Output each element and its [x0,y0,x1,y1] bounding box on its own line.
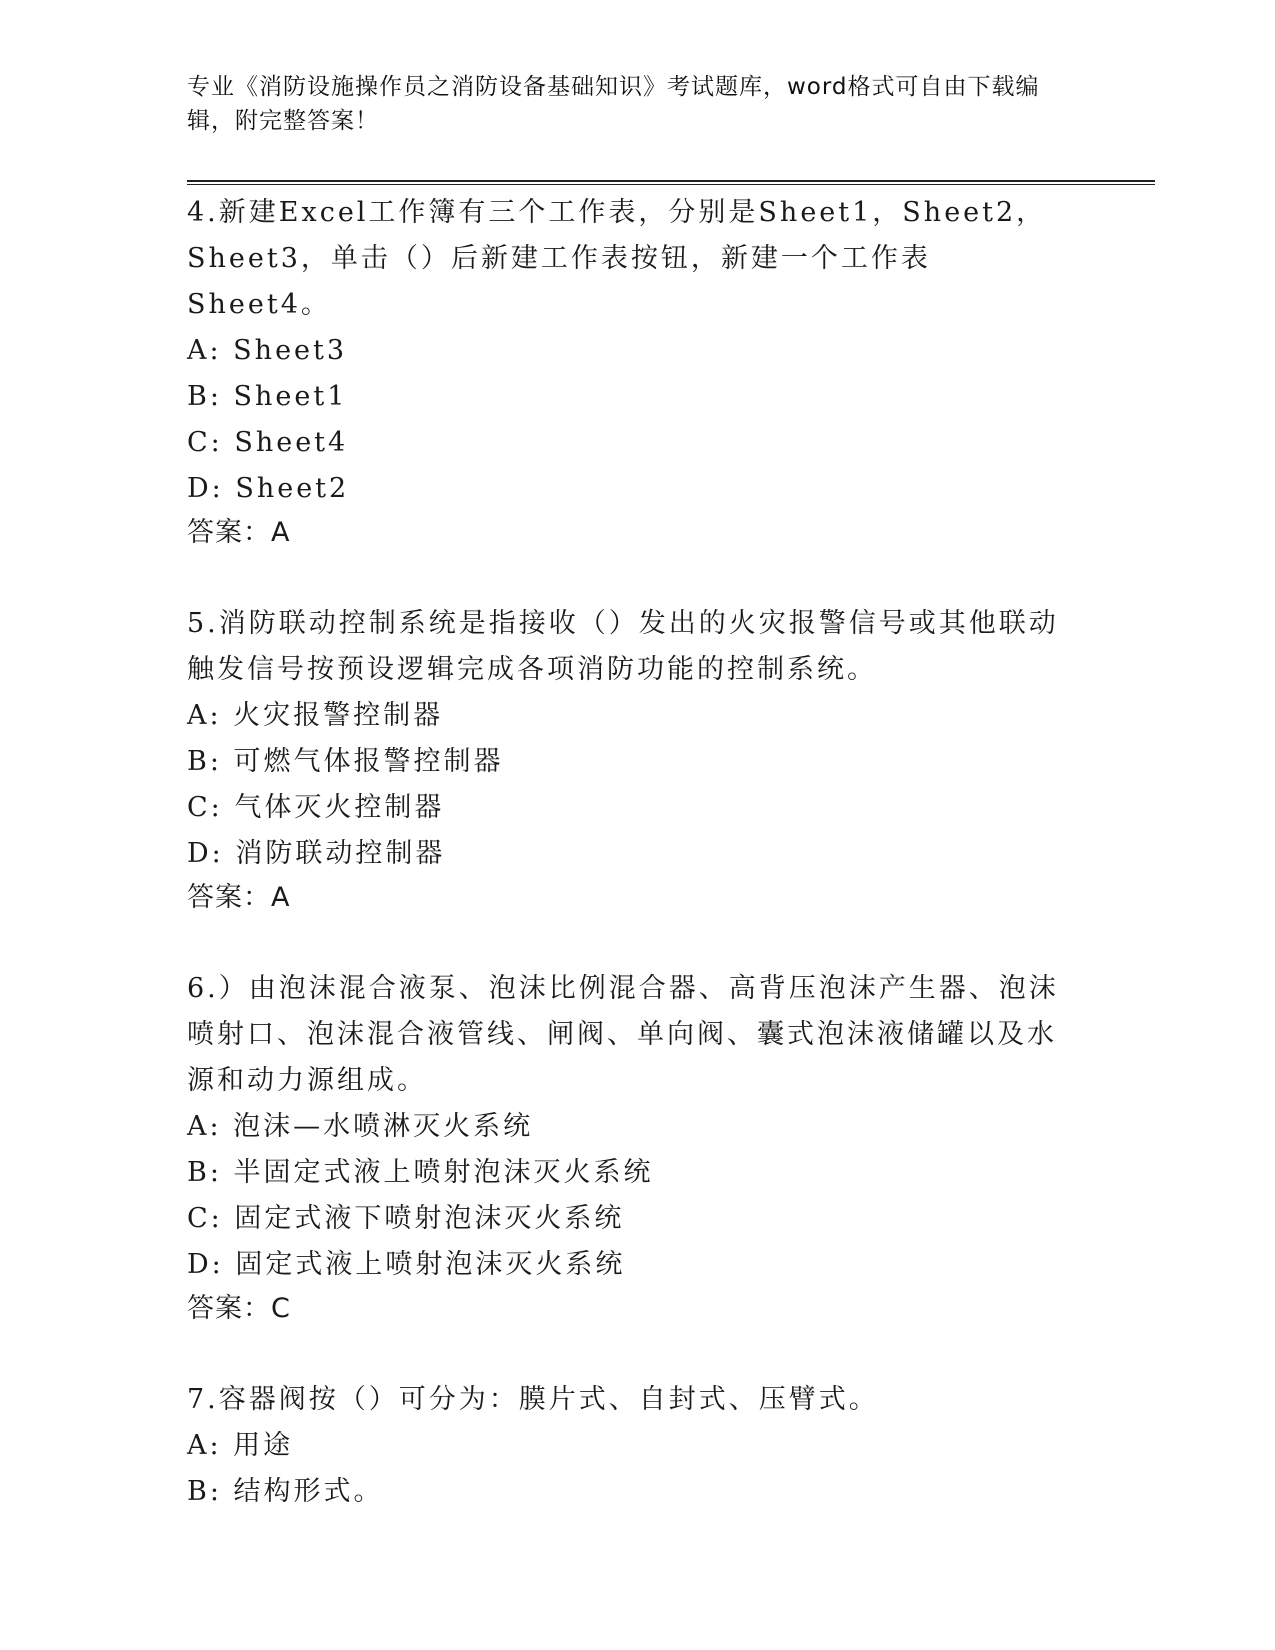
answer-line: 答案：C [187,1293,291,1324]
option-b: B: 结构形式。 [187,1476,384,1507]
answer-line: 答案：A [187,517,291,548]
option-b: B: 半固定式液上喷射泡沫灭火系统 [187,1157,654,1188]
option-a: A: Sheet3 [187,335,348,366]
option-c: C: Sheet4 [187,427,349,458]
option-b: B: Sheet1 [187,381,348,412]
question-stem: 7.容器阀按（）可分为：膜片式、自封式、压臂式。 [187,1384,879,1415]
question-7 [187,1377,1087,1515]
option-a: A: 火灾报警控制器 [187,700,444,731]
question-5 [187,601,1087,919]
option-d: D: Sheet2 [187,473,350,504]
question-stem: 6.）由泡沫混合液泵、泡沫比例混合器、高背压泡沫产生器、泡沫喷射口、泡沫混合液管线、闸阀、单向阀、囊式泡沫液储罐以及水源和动力源组成。 [187,973,1059,1096]
option-a: A: 用途 [187,1430,294,1461]
option-c: C: 固定式液下喷射泡沫灭火系统 [187,1203,625,1234]
header-note: 专业《消防设施操作员之消防设备基础知识》考试题库，word格式可自由下载编辑，附完整答案！ [187,74,1040,134]
option-d: D: 消防联动控制器 [187,838,446,869]
question-list [187,190,1087,1515]
question-4 [187,190,1087,554]
option-b: B: 可燃气体报警控制器 [187,746,504,777]
option-a: A: 泡沫—水喷淋灭火系统 [187,1111,534,1142]
question-stem: 4.新建Excel工作簿有三个工作表，分别是Sheet1，Sheet2，Sheet3，单击（）后新建工作表按钮，新建一个工作表Sheet4。 [187,197,1047,320]
header-divider [187,180,1155,185]
answer-line: 答案：A [187,882,291,913]
option-d: D: 固定式液上喷射泡沫灭火系统 [187,1249,626,1280]
option-c: C: 气体灭火控制器 [187,792,445,823]
question-stem: 5.消防联动控制系统是指接收（）发出的火灾报警信号或其他联动触发信号按预设逻辑完成各项消防功能的控制系统。 [187,608,1059,685]
question-6 [187,966,1087,1330]
document-page [187,70,1187,1507]
